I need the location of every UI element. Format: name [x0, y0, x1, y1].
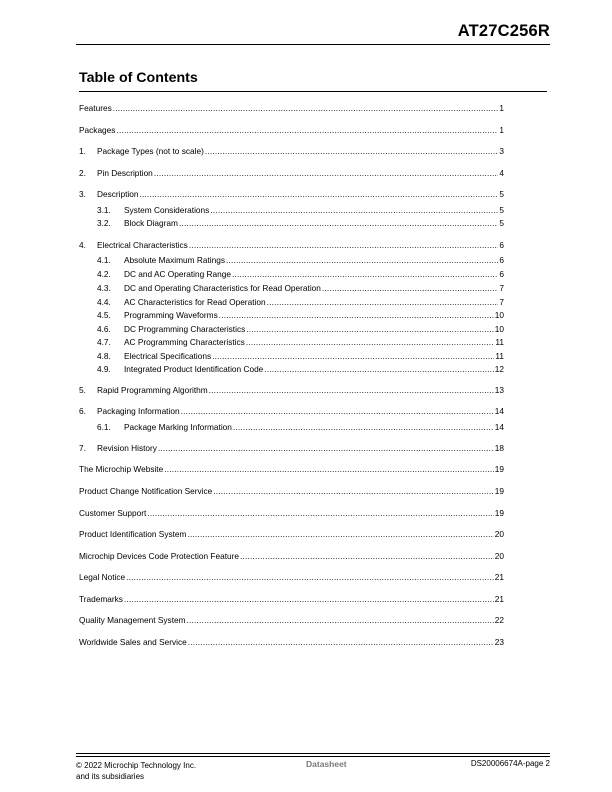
- toc-entry-title: Product Change Notification Service: [79, 486, 213, 496]
- toc-leader-dots: [210, 204, 498, 216]
- toc-leader-dots: [322, 282, 498, 294]
- toc-leader-dots: [179, 217, 498, 229]
- toc-entry-number: 4.6.: [97, 324, 111, 334]
- toc-entry-page: 6: [499, 240, 504, 250]
- toc-entry-title: Block Diagram: [124, 218, 178, 228]
- footer-rule: [76, 753, 550, 754]
- toc-entry-page: 10: [494, 310, 504, 320]
- toc-leader-dots: [212, 350, 494, 362]
- toc-entry[interactable]: [79, 239, 504, 251]
- document-title: AT27C256R: [457, 22, 550, 40]
- toc-leader-dots: [140, 188, 499, 200]
- toc-entry-page: 19: [494, 464, 504, 474]
- toc-entry-title: AC Programming Characteristics: [124, 337, 245, 347]
- toc-entry[interactable]: [97, 204, 504, 216]
- toc-leader-dots: [232, 268, 498, 280]
- toc-entry-number: 4.2.: [97, 269, 111, 279]
- toc-entry-page: 11: [495, 351, 504, 361]
- toc-entry-number: 6.1.: [97, 422, 111, 432]
- toc-entry[interactable]: [79, 384, 504, 396]
- toc-entry-page: 7: [499, 283, 504, 293]
- toc-entry-title: Product Identification System: [79, 529, 187, 539]
- toc-entry-page: 19: [494, 486, 504, 496]
- toc-entry[interactable]: [79, 528, 504, 540]
- toc-entry[interactable]: [97, 217, 504, 229]
- toc-leader-dots: [188, 636, 494, 648]
- toc-leader-dots: [219, 309, 494, 321]
- toc-entry-title: Absolute Maximum Ratings: [124, 255, 225, 265]
- toc-entry-page: 12: [494, 364, 504, 374]
- toc-entry-number: 1.: [79, 146, 86, 156]
- toc-entry-title: DC and Operating Characteristics for Read Operation: [124, 283, 321, 293]
- toc-leader-dots: [213, 485, 493, 497]
- toc-entry-title: Trademarks: [79, 594, 123, 604]
- toc-entry-title: Packaging Information: [97, 406, 180, 416]
- toc-leader-dots: [126, 571, 494, 583]
- toc-entry-page: 5: [499, 189, 504, 199]
- toc-entry[interactable]: [79, 145, 504, 157]
- toc-entry[interactable]: [79, 485, 504, 497]
- toc-leader-dots: [187, 614, 494, 626]
- toc-entry-page: 11: [495, 337, 504, 347]
- toc-entry[interactable]: [97, 350, 504, 362]
- toc-entry[interactable]: [79, 167, 504, 179]
- toc-entry[interactable]: [79, 550, 504, 562]
- toc-entry-title: Features: [79, 103, 112, 113]
- toc-entry-title: DC Programming Characteristics: [124, 324, 246, 334]
- toc-entry[interactable]: [97, 421, 504, 433]
- toc-entry-number: 5.: [79, 385, 86, 395]
- toc-entry-page: 14: [494, 406, 504, 416]
- toc-entry-number: 4.7.: [97, 337, 111, 347]
- toc-entry-page: 13: [494, 385, 504, 395]
- toc-leader-dots: [209, 384, 494, 396]
- toc-entry-title: Package Marking Information: [124, 422, 232, 432]
- toc-entry-page: 4: [499, 168, 504, 178]
- toc-entry[interactable]: [79, 463, 504, 475]
- toc-entry[interactable]: [97, 323, 504, 335]
- toc-entry-page: 5: [499, 218, 504, 228]
- toc-entry[interactable]: [79, 188, 504, 200]
- toc-entry-number: 4.8.: [97, 351, 111, 361]
- toc-entry-number: 4.5.: [97, 310, 111, 320]
- toc-entry-page: 6: [499, 255, 504, 265]
- toc-leader-dots: [233, 421, 494, 433]
- toc-leader-dots: [264, 363, 493, 375]
- toc-entry-number: 4.3.: [97, 283, 111, 293]
- toc-entry-page: 23: [494, 637, 504, 647]
- toc-entry-title: System Considerations: [124, 205, 210, 215]
- toc-entry[interactable]: [79, 636, 504, 648]
- toc-leader-dots: [124, 593, 494, 605]
- toc-entry-title: Legal Notice: [79, 572, 126, 582]
- toc-entry-page: 21: [494, 594, 504, 604]
- toc-entry-title: Programming Waveforms: [124, 310, 218, 320]
- toc-entry-title: Customer Support: [79, 508, 147, 518]
- toc-heading: Table of Contents: [79, 70, 198, 86]
- toc-entry-title: Pin Description: [97, 168, 153, 178]
- toc-entry-page: 20: [494, 529, 504, 539]
- toc-entry-title: Electrical Characteristics: [97, 240, 188, 250]
- toc-leader-dots: [116, 124, 498, 136]
- toc-entry-number: 3.: [79, 189, 86, 199]
- toc-leader-dots: [246, 336, 495, 348]
- toc-entry-page: 5: [499, 205, 504, 215]
- toc-entry-title: Revision History: [97, 443, 157, 453]
- toc-entry-title: Integrated Product Identification Code: [124, 364, 264, 374]
- toc-entry-title: Worldwide Sales and Service: [79, 637, 187, 647]
- toc-entry-number: 4.: [79, 240, 86, 250]
- toc-entry-title: Rapid Programming Algorithm: [97, 385, 208, 395]
- toc-entry-number: 4.9.: [97, 364, 111, 374]
- toc-entry-page: 1: [499, 103, 504, 113]
- toc-entry-page: 19: [494, 508, 504, 518]
- footer-copyright: [76, 760, 196, 782]
- toc-entry[interactable]: [79, 507, 504, 519]
- toc-leader-dots: [164, 463, 494, 475]
- copyright-line: © 2022 Microchip Technology Inc.: [76, 761, 197, 770]
- toc-entry-page: 21: [494, 572, 504, 582]
- footer-rule: [76, 756, 550, 757]
- toc-entry[interactable]: [97, 254, 504, 266]
- toc-entry[interactable]: [97, 268, 504, 280]
- toc-entry-title: The Microchip Website: [79, 464, 164, 474]
- toc-entry[interactable]: [79, 593, 504, 605]
- toc-entry[interactable]: [79, 124, 504, 136]
- toc-entry[interactable]: [79, 614, 504, 626]
- toc-entry-title: Quality Management System: [79, 615, 186, 625]
- toc-entry[interactable]: [79, 571, 504, 583]
- toc-entry[interactable]: [79, 442, 504, 454]
- toc-leader-dots: [189, 239, 499, 251]
- toc-entry-page: 1: [499, 125, 504, 135]
- toc-leader-dots: [147, 507, 493, 519]
- toc-entry[interactable]: [97, 363, 504, 375]
- copyright-line: and its subsidiaries: [76, 772, 145, 781]
- toc-leader-dots: [226, 254, 498, 266]
- toc-entry[interactable]: [79, 405, 504, 417]
- toc-entry-title: Description: [97, 189, 139, 199]
- toc-entry-title: Microchip Devices Code Protection Feature: [79, 551, 240, 561]
- toc-entry-page: 20: [494, 551, 504, 561]
- toc-entry[interactable]: [97, 309, 504, 321]
- toc-entry[interactable]: [97, 296, 504, 308]
- toc-leader-dots: [154, 167, 499, 179]
- toc-leader-dots: [267, 296, 499, 308]
- toc-entry-page: 18: [494, 443, 504, 453]
- toc-entry-number: 3.2.: [97, 218, 111, 228]
- toc-entry-number: 7.: [79, 443, 86, 453]
- toc-entry-title: AC Characteristics for Read Operation: [124, 297, 266, 307]
- toc-entry-title: Electrical Specifications: [124, 351, 212, 361]
- toc-entry[interactable]: [97, 282, 504, 294]
- toc-leader-dots: [246, 323, 494, 335]
- footer-page-number: DS20006674A-page 2: [470, 759, 550, 768]
- toc-leader-dots: [187, 528, 493, 540]
- toc-leader-dots: [158, 442, 494, 454]
- toc-entry-number: 4.1.: [97, 255, 111, 265]
- toc-entry-page: 6: [499, 269, 504, 279]
- toc-entry-number: 4.4.: [97, 297, 111, 307]
- footer-doc-type: Datasheet: [306, 759, 347, 769]
- toc-entry-title: Package Types (not to scale): [97, 146, 204, 156]
- toc-entry-title: Packages: [79, 125, 116, 135]
- toc-entry-number: 3.1.: [97, 205, 111, 215]
- toc-leader-dots: [240, 550, 494, 562]
- toc-entry-page: 22: [494, 615, 504, 625]
- toc-leader-dots: [205, 145, 499, 157]
- toc-entry-title: DC and AC Operating Range: [124, 269, 232, 279]
- toc-entry-number: 6.: [79, 406, 86, 416]
- toc-leader-dots: [181, 405, 494, 417]
- toc-entry-number: 2.: [79, 168, 86, 178]
- toc-entry-page: 14: [494, 422, 504, 432]
- toc-entry-page: 10: [494, 324, 504, 334]
- toc-leader-dots: [113, 102, 499, 114]
- toc-entry[interactable]: [97, 336, 504, 348]
- toc-entry-page: 7: [499, 297, 504, 307]
- toc-entry[interactable]: [79, 102, 504, 114]
- toc-entry-page: 3: [499, 146, 504, 156]
